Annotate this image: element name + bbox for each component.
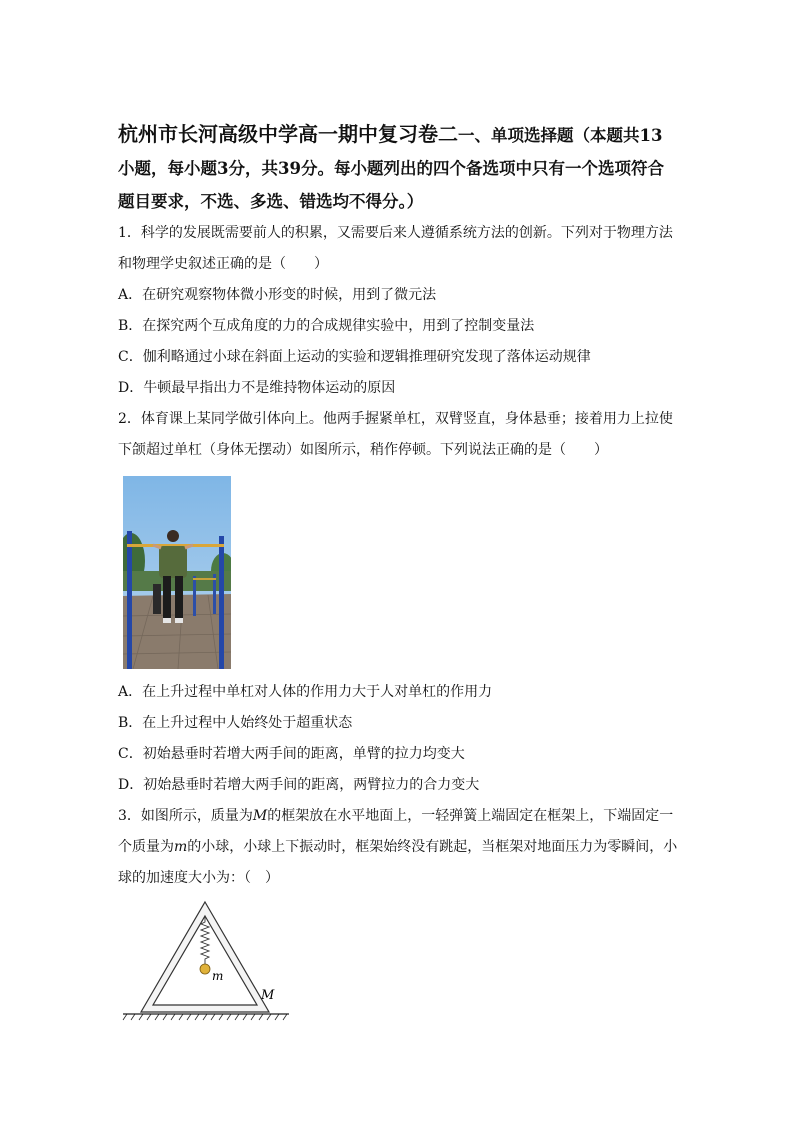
question-1-option-c: C．伽利略通过小球在斜面上运动的实验和逻辑推理研究发现了落体运动规律 bbox=[118, 349, 591, 365]
question-3 bbox=[118, 801, 678, 1025]
exam-title: 杭州市长河高级中学高一期中复习卷二 bbox=[118, 122, 458, 146]
question-2-option-d: D．初始悬垂时若增大两手间的距离，两臂拉力的合力变大 bbox=[118, 777, 480, 793]
question-2 bbox=[118, 404, 678, 801]
question-3-stem-part-a: 3．如图所示，质量为 bbox=[118, 808, 253, 824]
question-2-option-c: C．初始悬垂时若增大两手间的距离，单臂的拉力均变大 bbox=[118, 746, 465, 762]
exam-heading bbox=[118, 118, 678, 218]
ball-label: m bbox=[212, 969, 224, 983]
question-1-option-a: A．在研究观察物体微小形变的时候，用到了微元法 bbox=[118, 287, 437, 303]
question-1-stem: 1．科学的发展既需要前人的积累，又需要后来人遵循系统方法的创新。下列对于物理方法和物理学史叙述正确的是（ ） bbox=[118, 225, 673, 272]
question-2-stem: 2．体育课上某同学做引体向上。他两手握紧单杠，双臂竖直，身体悬垂；接着用力上拉使下颌超过单杠（身体无摆动）如图所示，稍作停顿。下列说法正确的是（ ） bbox=[118, 411, 673, 458]
question-1-option-b: B．在探究两个互成角度的力的合成规律实验中，用到了控制变量法 bbox=[118, 318, 535, 334]
question-3-stem-part-c: 的小球，小球上下振动时，框架始终没有跳起，当框架对地面压力为零瞬间，小球的加速度大小为：（ ） bbox=[118, 839, 678, 886]
section-instructions: 一、单项选择题（本题共13小题，每小题3分，共39分。每小题列出的四个备选项中只有一个选项符合题目要求，不选、多选、错选均不得分。） bbox=[118, 126, 664, 211]
frame-label: M bbox=[261, 988, 275, 1003]
question-3-var-m: m bbox=[174, 839, 188, 855]
question-1-option-d: D．牛顿最早指出力不是维持物体运动的原因 bbox=[118, 380, 396, 396]
question-2-option-a: A．在上升过程中单杠对人体的作用力大于人对单杠的作用力 bbox=[118, 684, 493, 700]
exam-page bbox=[118, 118, 678, 1025]
question-3-stem-part-b: 的框架放在水平地面上，一轻弹簧上端固定在框架上，下端固定一个质量为 bbox=[118, 808, 674, 855]
question-3-stem bbox=[118, 801, 678, 894]
spring-frame-diagram bbox=[121, 900, 291, 1025]
question-2-option-b: B．在上升过程中人始终处于超重状态 bbox=[118, 715, 353, 731]
question-3-var-M: M bbox=[252, 808, 268, 824]
pull-up-photo bbox=[123, 476, 231, 669]
question-1 bbox=[118, 218, 678, 404]
